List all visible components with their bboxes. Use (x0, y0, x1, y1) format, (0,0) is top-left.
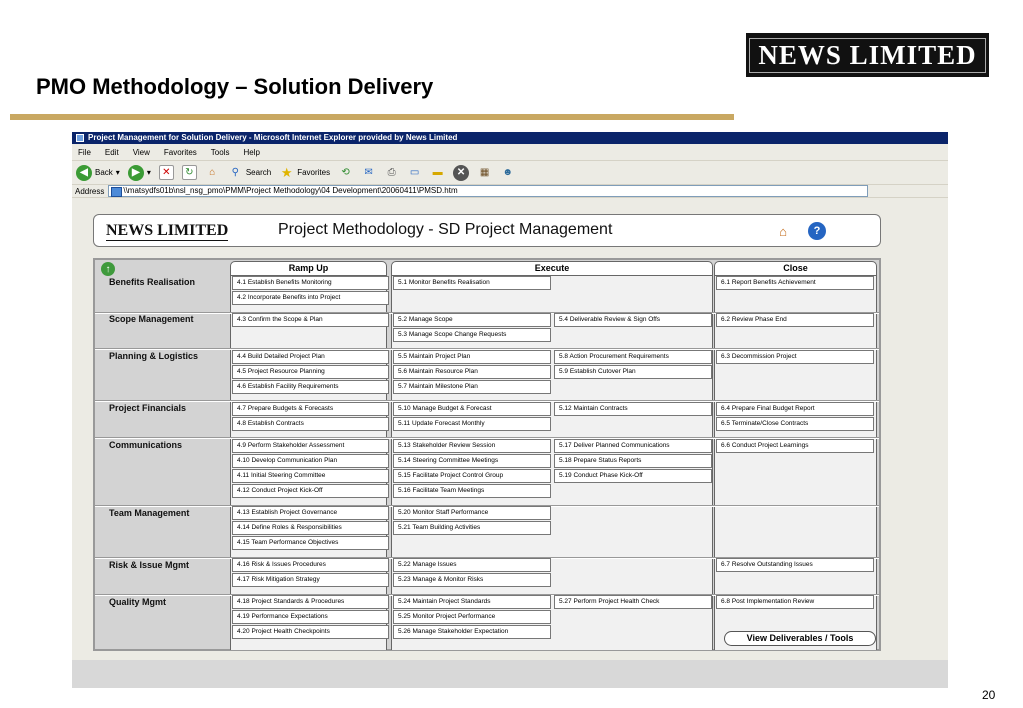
activity-link[interactable]: 6.7 Resolve Outstanding Issues (716, 558, 874, 572)
menu-view[interactable]: View (132, 147, 150, 157)
up-arrow-icon[interactable]: ↑ (101, 262, 115, 276)
activity-link[interactable]: 5.27 Perform Project Health Check (554, 595, 712, 609)
chevron-down-icon: ▾ (115, 168, 120, 177)
edit-icon[interactable]: ▭ (409, 167, 420, 178)
menu-edit[interactable]: Edit (104, 147, 119, 157)
activity-link[interactable]: 6.3 Decommission Project (716, 350, 874, 364)
menu-file[interactable]: File (78, 147, 91, 157)
address-label: Address (75, 186, 105, 196)
activity-link[interactable]: 5.20 Monitor Staff Performance (393, 506, 551, 520)
activity-link[interactable]: 5.19 Conduct Phase Kick-Off (554, 469, 712, 483)
chevron-down-icon: ▾ (146, 168, 151, 177)
browser-toolbar (72, 160, 948, 184)
page-lower-area (72, 660, 948, 688)
activity-link[interactable]: 4.9 Perform Stakeholder Assessment (232, 439, 389, 453)
help-icon[interactable]: ? (808, 222, 826, 240)
activity-link[interactable]: 5.25 Monitor Project Performance (393, 610, 551, 624)
activity-link[interactable]: 4.3 Confirm the Scope & Plan (232, 313, 389, 327)
stop-icon[interactable]: ✕ (159, 165, 174, 180)
search-icon: ⚲ (231, 167, 239, 178)
activity-link[interactable]: 4.14 Define Roles & Responsibilities (232, 521, 389, 535)
star-icon: ★ (280, 164, 293, 180)
favorites-button[interactable] (279, 165, 330, 180)
search-label: Search (245, 168, 272, 177)
methodology-matrix (93, 258, 881, 651)
menu-favorites[interactable]: Favorites (163, 147, 197, 157)
activity-link[interactable]: 4.7 Prepare Budgets & Forecasts (232, 402, 389, 416)
back-label: Back (95, 168, 113, 177)
row-label-benefits-realisation: Benefits Realisation (109, 277, 196, 287)
activity-link[interactable]: 5.14 Steering Committee Meetings (393, 454, 551, 468)
activity-link[interactable]: 4.17 Risk Mitigation Strategy (232, 573, 389, 587)
row-label-scope-management: Scope Management (109, 314, 194, 324)
row-label-team-management: Team Management (109, 508, 190, 518)
activity-link[interactable]: 4.12 Conduct Project Kick-Off (232, 484, 389, 498)
page-number: 20 (982, 688, 996, 702)
close-icon[interactable]: ✕ (453, 165, 469, 181)
activity-link[interactable]: 5.24 Maintain Project Standards (393, 595, 551, 609)
activity-link[interactable]: 5.13 Stakeholder Review Session (393, 439, 551, 453)
folder-icon[interactable]: ▬ (432, 167, 443, 178)
activity-link[interactable]: 4.19 Performance Expectations (232, 610, 389, 624)
activity-link[interactable]: 4.10 Develop Communication Plan (232, 454, 389, 468)
row-label-communications: Communications (109, 440, 183, 450)
activity-link[interactable]: 5.16 Facilitate Team Meetings (393, 484, 551, 498)
row-label-project-financials: Project Financials (109, 403, 187, 413)
address-input[interactable]: \\matsydfs01b\nsl_nsg_pmo\PMM\Project Methodology\04 Development\20060411\PMSD.htm (108, 185, 868, 197)
forward-button[interactable] (128, 165, 151, 181)
activity-link[interactable]: 5.10 Manage Budget & Forecast (393, 402, 551, 416)
research-icon[interactable]: ▦ (479, 167, 490, 178)
app-header (93, 214, 881, 247)
activity-link[interactable]: 5.23 Manage & Monitor Risks (393, 573, 551, 587)
activity-link[interactable]: 5.5 Maintain Project Plan (393, 350, 551, 364)
activity-link[interactable]: 5.17 Deliver Planned Communications (554, 439, 712, 453)
browser-window (72, 132, 948, 688)
window-titlebar (72, 132, 948, 144)
back-button[interactable] (76, 165, 120, 181)
activity-link[interactable]: 5.4 Deliverable Review & Sign Offs (554, 313, 712, 327)
history-icon[interactable]: ⟲ (341, 167, 350, 178)
activity-link[interactable]: 6.1 Report Benefits Achievement (716, 276, 874, 290)
mail-icon[interactable]: ✉ (364, 167, 373, 178)
activity-link[interactable]: 4.11 Initial Steering Committee (232, 469, 389, 483)
activity-link[interactable]: 4.6 Establish Facility Requirements (232, 380, 389, 394)
title-rule (10, 114, 734, 120)
ie-icon (76, 134, 84, 142)
activity-link[interactable]: 4.13 Establish Project Governance (232, 506, 389, 520)
menu-bar (72, 144, 948, 160)
activity-link[interactable]: 6.2 Review Phase End (716, 313, 874, 327)
activity-link[interactable]: 4.20 Project Health Checkpoints (232, 625, 389, 639)
activity-link[interactable]: 5.12 Maintain Contracts (554, 402, 712, 416)
slide-title: PMO Methodology – Solution Delivery (36, 74, 434, 99)
activity-link[interactable]: 5.2 Manage Scope (393, 313, 551, 327)
activity-link[interactable]: 4.4 Build Detailed Project Plan (232, 350, 389, 364)
activity-link[interactable]: 4.8 Establish Contracts (232, 417, 389, 431)
home-icon[interactable]: ⌂ (209, 167, 216, 178)
forward-arrow-icon: ▶ (128, 165, 144, 181)
activity-link[interactable]: 6.8 Post Implementation Review (716, 595, 874, 609)
activity-link[interactable]: 4.1 Establish Benefits Monitoring (232, 276, 389, 290)
row-label-quality-mgmt: Quality Mgmt (109, 597, 167, 607)
activity-link[interactable]: 5.15 Facilitate Project Control Group (393, 469, 551, 483)
column-header-close: Close (714, 261, 877, 276)
row-label-planning-logistics: Planning & Logistics (109, 351, 199, 361)
activity-link[interactable]: 6.5 Terminate/Close Contracts (716, 417, 874, 431)
activity-link[interactable]: 5.8 Action Procurement Requirements (554, 350, 712, 364)
column-header-execute: Execute (391, 261, 713, 276)
address-bar (72, 184, 948, 198)
activity-link[interactable]: 5.9 Establish Cutover Plan (554, 365, 712, 379)
favorites-label: Favorites (297, 168, 331, 177)
activity-link[interactable]: 4.16 Risk & Issues Procedures (232, 558, 389, 572)
activity-link[interactable]: 5.6 Maintain Resource Plan (393, 365, 551, 379)
page-content (72, 200, 948, 688)
column-header-ramp-up: Ramp Up (230, 261, 387, 276)
activity-link[interactable]: 4.2 Incorporate Benefits into Project (232, 291, 389, 305)
activity-link[interactable]: 4.18 Project Standards & Procedures (232, 595, 389, 609)
activity-link[interactable]: 6.4 Prepare Final Budget Report (716, 402, 874, 416)
activity-link[interactable]: 4.15 Team Performance Objectives (232, 536, 389, 550)
activity-link[interactable]: 5.22 Manage Issues (393, 558, 551, 572)
back-arrow-icon: ◀ (76, 165, 92, 181)
search-button[interactable] (228, 165, 271, 180)
activity-link[interactable]: 5.21 Team Building Activities (393, 521, 551, 535)
app-logo: NEWS LIMITED (106, 222, 229, 239)
view-deliverables-button[interactable]: View Deliverables / Tools (724, 631, 876, 646)
activity-link[interactable]: 4.5 Project Resource Planning (232, 365, 389, 379)
activity-link[interactable]: 6.6 Conduct Project Learnings (716, 439, 874, 453)
news-limited-logo (746, 33, 989, 77)
activity-link[interactable]: 5.26 Manage Stakeholder Expectation (393, 625, 551, 639)
menu-tools[interactable]: Tools (210, 147, 230, 157)
messenger-icon[interactable]: ☻ (502, 167, 513, 178)
activity-link[interactable]: 5.3 Manage Scope Change Requests (393, 328, 551, 342)
refresh-icon[interactable]: ↻ (182, 165, 197, 180)
home-icon[interactable]: ⌂ (779, 223, 787, 239)
activity-link[interactable]: 5.7 Maintain Milestone Plan (393, 380, 551, 394)
activity-link[interactable]: 5.18 Prepare Status Reports (554, 454, 712, 468)
logo-text: NEWS LIMITED (749, 38, 985, 73)
activity-link[interactable]: 5.11 Update Forecast Monthly (393, 417, 551, 431)
app-title: Project Methodology - SD Project Management (278, 221, 613, 238)
activity-link[interactable]: 5.1 Monitor Benefits Realisation (393, 276, 551, 290)
window-title: Project Management for Solution Delivery - Microsoft Internet Explorer provided by News Limited (88, 133, 458, 142)
print-icon[interactable]: ⎙ (387, 167, 396, 178)
row-label-risk-issue-mgmt: Risk & Issue Mgmt (109, 560, 190, 570)
menu-help[interactable]: Help (243, 147, 260, 157)
